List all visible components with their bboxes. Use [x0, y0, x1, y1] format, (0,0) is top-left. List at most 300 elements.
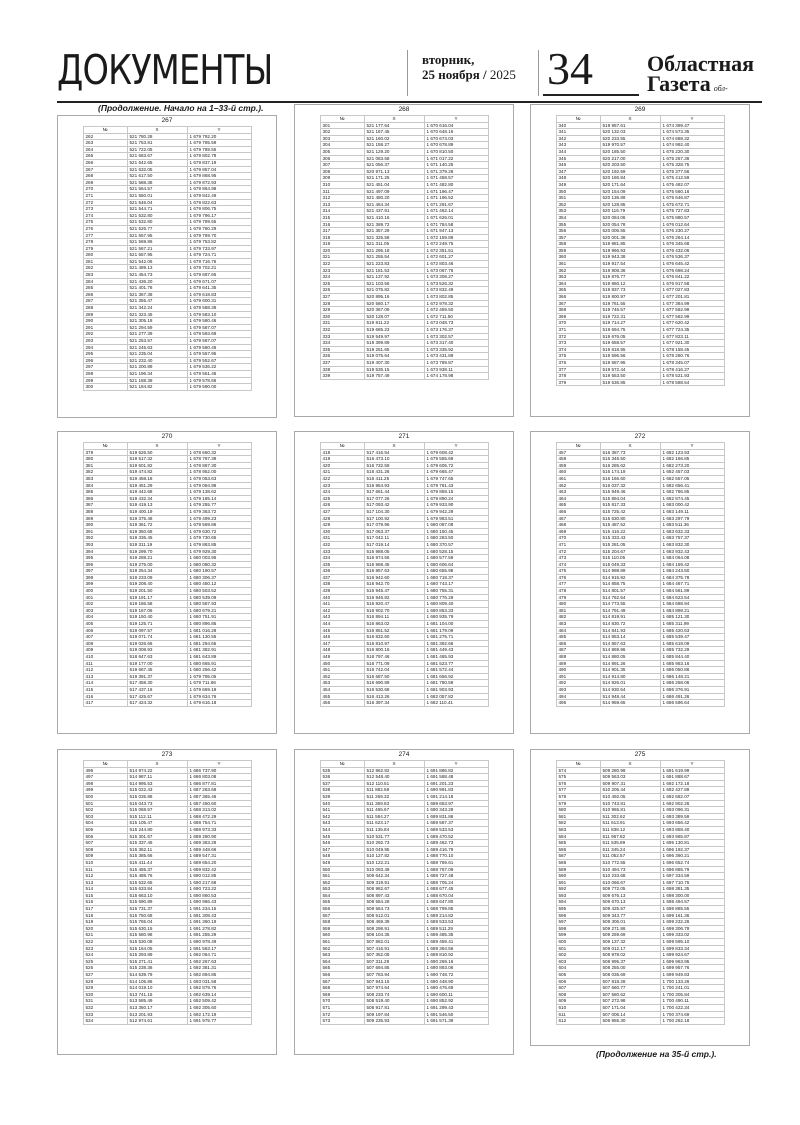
header-y: Y	[660, 443, 724, 450]
point-number: 543	[320, 820, 364, 827]
y-coordinate: 1 679 730.65	[187, 535, 251, 542]
x-coordinate: 516 957.63	[364, 568, 424, 575]
y-coordinate: 1 679 608.42	[424, 449, 488, 456]
point-number: 496	[83, 767, 127, 774]
table-row	[556, 634, 724, 641]
table-row	[83, 866, 251, 873]
point-number: 297	[83, 364, 127, 371]
point-number: 588	[556, 859, 600, 866]
table-section-number: 272	[634, 433, 646, 440]
table-row	[83, 508, 251, 515]
point-number: 517	[83, 906, 127, 913]
point-number: 263	[83, 140, 127, 147]
table-row	[83, 252, 251, 259]
y-coordinate: 1 691 234.15	[187, 906, 251, 913]
table-row	[320, 561, 488, 568]
table-row	[83, 574, 251, 581]
table-row	[320, 693, 488, 700]
table-row	[556, 515, 724, 522]
point-number: 347	[556, 168, 600, 175]
point-number: 584	[556, 833, 600, 840]
table-row	[320, 300, 488, 307]
y-coordinate: 1 689 533.53	[424, 919, 488, 926]
point-number: 545	[320, 833, 364, 840]
table-row	[83, 495, 251, 502]
y-coordinate: 1 692 427.89	[660, 787, 724, 794]
point-number: 371	[556, 327, 600, 334]
x-coordinate: 521 489.13	[127, 265, 187, 272]
point-number: 429	[320, 522, 364, 529]
point-number: 527	[83, 972, 127, 979]
y-coordinate: 1 679 641.35	[187, 285, 251, 292]
y-coordinate: 1 679 555.69	[424, 456, 488, 463]
point-number: 564	[320, 958, 364, 965]
point-number: 573	[320, 1018, 364, 1025]
x-coordinate: 515 110.05	[600, 555, 660, 562]
table-row	[556, 1018, 724, 1025]
x-coordinate: 519 186.58	[127, 601, 187, 608]
x-coordinate: 515 385.66	[127, 853, 187, 860]
y-coordinate: 1 675 727.83	[660, 208, 724, 215]
table-row	[320, 899, 488, 906]
point-number: 498	[83, 780, 127, 787]
table-row	[320, 535, 488, 542]
table-row	[83, 879, 251, 886]
table-row	[83, 899, 251, 906]
table-row	[320, 826, 488, 833]
table-row	[556, 129, 724, 136]
table-row	[556, 985, 724, 992]
point-number: 377	[556, 366, 600, 373]
y-coordinate: 1 674 688.32	[660, 135, 724, 142]
point-number: 277	[83, 232, 127, 239]
table-row	[556, 958, 724, 965]
table-row	[320, 972, 488, 979]
table-header-row	[556, 116, 724, 123]
table-row	[320, 998, 488, 1005]
point-number: 284	[83, 278, 127, 285]
table-row	[320, 1011, 488, 1018]
y-coordinate: 1 679 872.93	[187, 179, 251, 186]
coordinates-grid	[320, 115, 489, 380]
point-number: 419	[320, 456, 364, 463]
y-coordinate: 1 691 255.29	[187, 932, 251, 939]
x-coordinate: 515 725.42	[600, 508, 660, 515]
y-coordinate: 1 685 420.63	[660, 627, 724, 634]
x-coordinate: 519 177.00	[127, 660, 187, 667]
table-row	[320, 965, 488, 972]
x-coordinate: 508 982.67	[364, 886, 424, 893]
point-number: 349	[556, 181, 600, 188]
x-coordinate: 507 171.04	[600, 1004, 660, 1011]
y-coordinate: 1 677 562.99	[660, 307, 724, 314]
x-coordinate: 519 474.82	[127, 469, 187, 476]
y-coordinate: 1 683 000.42	[660, 502, 724, 509]
point-number: 352	[556, 201, 600, 208]
table-row	[83, 377, 251, 384]
point-number: 482	[556, 614, 600, 621]
y-coordinate: 1 689 587.37	[424, 820, 488, 827]
header-y: Y	[187, 761, 251, 768]
table-row	[83, 258, 251, 265]
masthead-divider	[538, 50, 539, 96]
y-coordinate: 1 692 639.14	[187, 991, 251, 998]
y-coordinate: 1 698 300.00	[660, 892, 724, 899]
y-coordinate: 1 679 536.22	[187, 364, 251, 371]
y-coordinate: 1 685 618.09	[660, 640, 724, 647]
x-coordinate: 514 830.72	[600, 621, 660, 628]
point-number: 308	[320, 168, 364, 175]
table-row	[556, 919, 724, 926]
point-number: 446	[320, 634, 364, 641]
x-coordinate: 514 914.80	[600, 673, 660, 680]
x-coordinate: 511 838.12	[600, 826, 660, 833]
x-coordinate: 513 350.17	[127, 1004, 187, 1011]
table-row	[320, 181, 488, 188]
table-header-row	[320, 761, 488, 768]
table-row	[556, 462, 724, 469]
point-number: 339	[320, 373, 364, 380]
x-coordinate: 514 995.53	[127, 780, 187, 787]
y-coordinate: 1 689 485.35	[424, 932, 488, 939]
table-row	[83, 800, 251, 807]
y-coordinate: 1 680 087.08	[424, 522, 488, 529]
point-number: 430	[320, 528, 364, 535]
y-coordinate: 1 676 230.27	[660, 228, 724, 235]
point-number: 365	[556, 287, 600, 294]
point-number: 557	[320, 912, 364, 919]
y-coordinate: 1 679 837.19	[187, 159, 251, 166]
header-number: №	[83, 443, 127, 450]
point-number: 548	[320, 853, 364, 860]
point-number: 283	[83, 272, 127, 279]
x-coordinate: 507 006.14	[600, 1011, 660, 1018]
table-row	[83, 206, 251, 213]
y-coordinate: 1 682 166.85	[660, 456, 724, 463]
point-number: 445	[320, 627, 364, 634]
x-coordinate: 520 128.07	[364, 313, 424, 320]
x-coordinate: 521 642.65	[127, 159, 187, 166]
point-number: 391	[83, 528, 127, 535]
point-number: 313	[320, 201, 364, 208]
x-coordinate: 519 526.50	[127, 449, 187, 456]
coordinates-table	[57, 431, 277, 734]
x-coordinate: 521 632.05	[127, 166, 187, 173]
point-number: 418	[320, 449, 364, 456]
point-number: 459	[556, 462, 600, 469]
table-row	[320, 647, 488, 654]
x-coordinate: 521 436.20	[127, 278, 187, 285]
y-coordinate: 1 673 317.40	[424, 340, 488, 347]
point-number: 357	[556, 234, 600, 241]
point-number: 307	[320, 162, 364, 169]
point-number: 521	[83, 932, 127, 939]
x-coordinate: 508 978.02	[600, 952, 660, 959]
point-number: 480	[556, 601, 600, 608]
y-coordinate: 1 684 898.21	[660, 607, 724, 614]
page-number: 34	[547, 43, 593, 94]
point-number: 398	[83, 574, 127, 581]
x-coordinate: 521 546.04	[127, 199, 187, 206]
point-number: 570	[320, 998, 364, 1005]
table-row	[556, 313, 724, 320]
table-row	[320, 568, 488, 575]
table-row	[320, 122, 488, 129]
y-coordinate: 1 693 858.40	[660, 826, 724, 833]
y-coordinate: 1 671 291.67	[424, 201, 488, 208]
y-coordinate: 1 692 305.60	[187, 1004, 251, 1011]
table-row	[556, 300, 724, 307]
point-number: 340	[556, 122, 600, 129]
x-coordinate: 509 319.91	[364, 879, 424, 886]
coordinates-table	[57, 115, 277, 418]
table-row	[320, 294, 488, 301]
y-coordinate: 1 679 753.82	[187, 239, 251, 246]
point-number: 547	[320, 846, 364, 853]
y-coordinate: 1 690 476.69	[424, 985, 488, 992]
x-coordinate: 520 006.55	[600, 228, 660, 235]
x-coordinate: 520 367.09	[364, 307, 424, 314]
table-row	[320, 162, 488, 169]
y-coordinate: 1 692 172.19	[187, 1011, 251, 1018]
y-coordinate: 1 691 278.82	[187, 925, 251, 932]
y-coordinate: 1 680 503.52	[187, 588, 251, 595]
x-coordinate: 519 075.64	[364, 353, 424, 360]
table-row	[556, 647, 724, 654]
table-row	[556, 568, 724, 575]
x-coordinate: 521 564.57	[127, 186, 187, 193]
table-header-row	[556, 443, 724, 450]
point-number: 326	[320, 287, 364, 294]
x-coordinate: 510 492.05	[600, 793, 660, 800]
point-number: 490	[556, 667, 600, 674]
x-coordinate: 516 473.10	[364, 456, 424, 463]
y-coordinate: 1 682 656.41	[660, 482, 724, 489]
x-coordinate: 517 416.54	[364, 449, 424, 456]
y-coordinate: 1 673 526.32	[424, 280, 488, 287]
x-coordinate: 510 494.73	[600, 866, 660, 873]
table-row	[556, 261, 724, 268]
y-coordinate: 1 679 600.31	[187, 298, 251, 305]
table-row	[320, 919, 488, 926]
x-coordinate: 514 105.86	[127, 978, 187, 985]
table-row	[320, 175, 488, 182]
y-coordinate: 1 680 528.15	[424, 548, 488, 555]
table-row	[320, 261, 488, 268]
table-row	[556, 456, 724, 463]
table-row	[83, 939, 251, 946]
x-coordinate: 510 965.81	[600, 807, 660, 814]
x-coordinate: 520 132.03	[600, 129, 660, 136]
table-row	[320, 254, 488, 261]
point-number: 541	[320, 807, 364, 814]
x-coordinate: 519 026.66	[127, 640, 187, 647]
y-coordinate: 1 681 294.65	[187, 640, 251, 647]
table-row	[556, 932, 724, 939]
y-coordinate: 1 679 842.49	[187, 192, 251, 199]
table-row	[83, 859, 251, 866]
point-number: 393	[83, 541, 127, 548]
x-coordinate: 512 548.40	[364, 774, 424, 781]
y-coordinate: 1 679 618.83	[187, 291, 251, 298]
point-number: 591	[556, 879, 600, 886]
y-coordinate: 1 671 462.14	[424, 208, 488, 215]
table-row	[320, 588, 488, 595]
table-row	[83, 331, 251, 338]
x-coordinate: 519 966.93	[600, 247, 660, 254]
x-coordinate: 519 071.74	[127, 634, 187, 641]
table-row	[556, 945, 724, 952]
table-row	[556, 807, 724, 814]
table-row	[556, 555, 724, 562]
point-number: 528	[83, 978, 127, 985]
table-row	[83, 1011, 251, 1018]
y-coordinate: 1 682 874.45	[660, 495, 724, 502]
header-number: №	[320, 443, 364, 450]
point-number: 447	[320, 640, 364, 647]
x-coordinate: 513 201.93	[127, 1011, 187, 1018]
x-coordinate: 514 998.89	[600, 568, 660, 575]
y-coordinate: 1 670 616.04	[424, 122, 488, 129]
table-row	[83, 351, 251, 358]
point-number: 316	[320, 221, 364, 228]
point-number: 593	[556, 892, 600, 899]
table-row	[83, 826, 251, 833]
point-number: 453	[320, 680, 364, 687]
y-coordinate: 1 692 879.76	[187, 985, 251, 992]
point-number: 483	[556, 621, 600, 628]
y-coordinate: 1 676 645.42	[660, 261, 724, 268]
table-row	[320, 353, 488, 360]
table-row	[320, 614, 488, 621]
x-coordinate: 521 367.38	[127, 291, 187, 298]
x-coordinate: 519 618.95	[600, 346, 660, 353]
table-row	[320, 846, 488, 853]
x-coordinate: 520 054.78	[600, 221, 660, 228]
y-coordinate: 1 690 852.92	[424, 998, 488, 1005]
y-coordinate: 1 675 482.07	[660, 181, 724, 188]
x-coordinate: 521 401.78	[127, 285, 187, 292]
x-coordinate: 507 272.98	[600, 998, 660, 1005]
x-coordinate: 516 851.52	[364, 627, 424, 634]
x-coordinate: 508 469.39	[364, 919, 424, 926]
table-row	[556, 274, 724, 281]
x-coordinate: 517 424.32	[127, 700, 187, 707]
point-number: 612	[556, 1018, 600, 1025]
y-coordinate: 1 691 201.23	[424, 780, 488, 787]
point-number: 305	[320, 148, 364, 155]
table-row	[320, 991, 488, 998]
x-coordinate: 515 455.37	[127, 866, 187, 873]
table-row	[556, 1004, 724, 1011]
y-coordinate: 1 670 810.50	[424, 148, 488, 155]
table-row	[556, 594, 724, 601]
point-number: 441	[320, 601, 364, 608]
x-coordinate: 509 425.57	[600, 906, 660, 913]
y-coordinate: 1 681 903.93	[424, 686, 488, 693]
table-row	[83, 232, 251, 239]
point-number: 375	[556, 353, 600, 360]
point-number: 549	[320, 859, 364, 866]
y-coordinate: 1 680 150.45	[424, 528, 488, 535]
point-number: 271	[83, 192, 127, 199]
table-header-row	[320, 443, 488, 450]
table-row	[320, 833, 488, 840]
point-number: 529	[83, 985, 127, 992]
table-row	[556, 449, 724, 456]
y-coordinate: 1 695 130.81	[660, 840, 724, 847]
x-coordinate: 519 800.97	[600, 294, 660, 301]
x-coordinate: 521 196.34	[127, 370, 187, 377]
point-number: 511	[83, 866, 127, 873]
x-coordinate: 514 791.49	[600, 607, 660, 614]
y-coordinate: 1 679 796.17	[187, 212, 251, 219]
table-row	[83, 219, 251, 226]
y-coordinate: 1 680 370.57	[424, 541, 488, 548]
table-row	[83, 886, 251, 893]
x-coordinate: 517 093.42	[364, 502, 424, 509]
x-coordinate: 508 519.40	[364, 998, 424, 1005]
point-number: 530	[83, 991, 127, 998]
point-number: 495	[556, 700, 600, 707]
x-coordinate: 521 305.18	[127, 318, 187, 325]
table-row	[83, 449, 251, 456]
x-coordinate: 516 800.16	[364, 647, 424, 654]
y-coordinate: 1 700 241.01	[660, 985, 724, 992]
point-number: 353	[556, 208, 600, 215]
x-coordinate: 521 342.24	[127, 305, 187, 312]
table-row	[556, 541, 724, 548]
x-coordinate: 521 454.73	[127, 272, 187, 279]
point-number: 360	[556, 254, 600, 261]
point-number: 580	[556, 807, 600, 814]
y-coordinate: 1 679 863.85	[187, 541, 251, 548]
point-number: 551	[320, 873, 364, 880]
x-coordinate: 514 853.14	[600, 634, 660, 641]
point-number: 264	[83, 146, 127, 153]
x-coordinate: 521 255.54	[364, 254, 424, 261]
point-number: 411	[83, 660, 127, 667]
table-row	[320, 906, 488, 913]
point-number: 312	[320, 195, 364, 202]
y-coordinate: 1 683 511.36	[660, 522, 724, 529]
x-coordinate: 510 127.82	[364, 853, 424, 860]
x-coordinate: 512 862.82	[364, 767, 424, 774]
y-coordinate: 1 679 802.78	[187, 153, 251, 160]
header-x: X	[600, 116, 660, 123]
header-y: Y	[187, 127, 251, 134]
point-number: 368	[556, 307, 600, 314]
x-coordinate: 516 174.19	[600, 469, 660, 476]
x-coordinate: 516 346.50	[600, 456, 660, 463]
y-coordinate: 1 671 458.57	[424, 175, 488, 182]
x-coordinate: 510 233.68	[600, 873, 660, 880]
table-row	[83, 965, 251, 972]
point-number: 385	[83, 489, 127, 496]
point-number: 383	[83, 475, 127, 482]
x-coordinate: 520 203.50	[600, 162, 660, 169]
section-title: ДОКУМЕНТЫ	[57, 46, 273, 94]
point-number: 586	[556, 846, 600, 853]
y-coordinate: 1 700 374.69	[660, 1011, 724, 1018]
x-coordinate: 516 285.62	[600, 462, 660, 469]
x-coordinate: 515 112.11	[127, 813, 187, 820]
table-row	[556, 899, 724, 906]
point-number: 390	[83, 522, 127, 529]
table-row	[83, 581, 251, 588]
table-row	[320, 188, 488, 195]
x-coordinate: 509 772.05	[600, 886, 660, 893]
